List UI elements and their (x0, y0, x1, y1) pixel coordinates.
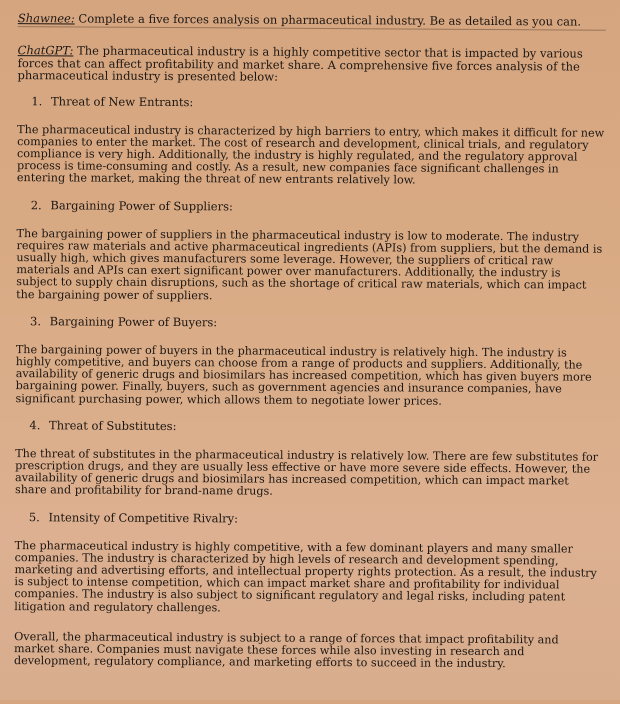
section-competitive-rivalry (14, 510, 603, 617)
section-body: The bargaining power of suppliers in the pharmaceutical industry is low to moderate. The industry requires raw materials and active pharmaceutical ingredients (APIs) from suppliers, but the demand is usually high, which gives manufacturers some leverage. However, the suppliers of critical raw materials and APIs can exert significant power over manufacturers. Additionally, the industry is subject to supply chain disruptions, such as the shortage of critical raw materials, which can impact the bargaining power of suppliers. (16, 226, 603, 302)
section-number: 1. (31, 93, 43, 108)
section-title: Threat of New Entrants: (50, 93, 194, 109)
section-title: Intensity of Competitive Rivalry: (48, 509, 239, 526)
section-body: The pharmaceutical industry is characterized by high barriers to entry, which makes it difficult for new companies to enter the market. The cost of research and development, clinical trials, and regulatory compliance is very high. Additionally, the industry is highly regulated, and the regulatory approval process is time-consuming and costly. As a result, new companies face significant challenges in entering the market, making the threat of new entrants relatively low. (16, 122, 605, 187)
prompt-text: Complete a five forces analysis on pharmaceutical industry. Be as detailed as you can. (74, 11, 582, 29)
section-heading (31, 198, 605, 216)
section-title: Bargaining Power of Suppliers: (50, 197, 233, 213)
user-prompt (18, 12, 606, 31)
response-intro (18, 44, 606, 85)
conclusion-paragraph: Overall, the pharmaceutical industry is subject to a range of forces that impact profitability and market share. Companies must navigate these forces while also investing in research and development, regulatory compliance, and marketing efforts to succeed in the industry. (13, 629, 559, 671)
section-heading (29, 418, 603, 436)
prompt-speaker: Shawnee: (17, 11, 75, 26)
section-body: The bargaining power of buyers in the pharmaceutical industry is relatively high. The industry is highly competitive, and buyers can choose from a range of products and suppliers. Additionally, the availability of generic drugs and biosimilars has increased competition, which has given buyers more bargaining power. Finally, buyers, such as government agencies and insurance companies, have significant purchasing power, which allows them to negotiate lower prices. (15, 342, 592, 408)
section-heading (29, 510, 603, 528)
response-speaker: ChatGPT: (17, 43, 74, 58)
section-body: The pharmaceutical industry is highly competitive, with a few dominant players and many smaller companies. The industry is characterized by high levels of research and development spending, marketing and advertising efforts, and intellectual property rights protection. As a result, the industry is subject to intense competition, which can impact market share and profitability for individual companies. The industry is also subject to significant regulatory and legal risks, including patent litigation and regulatory challenges. (14, 538, 597, 614)
section-heading (30, 314, 604, 332)
section-supplier-power (16, 198, 605, 305)
section-number: 2. (30, 197, 42, 212)
section-threat-of-new-entrants (17, 94, 606, 189)
section-threat-of-substitutes (15, 418, 603, 500)
section-number: 4. (29, 417, 41, 433)
section-title: Threat of Substitutes: (49, 418, 177, 433)
section-heading (31, 94, 605, 112)
section-body: The threat of substitutes in the pharmaceutical industry is relatively low. There are few substitutes for prescription drugs, and they are usually less effective or have more severe side effects. However, the availability of generic drugs and biosimilars has increased competition, which can impact market share and profitability for brand-name drugs. (14, 446, 599, 499)
section-buyer-power (16, 314, 605, 409)
section-title: Bargaining Power of Buyers: (49, 314, 218, 330)
section-number: 5. (28, 509, 40, 524)
response-intro-text: The pharmaceutical industry is a highly competitive sector that is impacted by various forces that can affect profitability and market share. A comprehensive five forces analysis of the pharmaceutical industry is presented below: (17, 43, 583, 84)
section-number: 3. (29, 313, 42, 328)
